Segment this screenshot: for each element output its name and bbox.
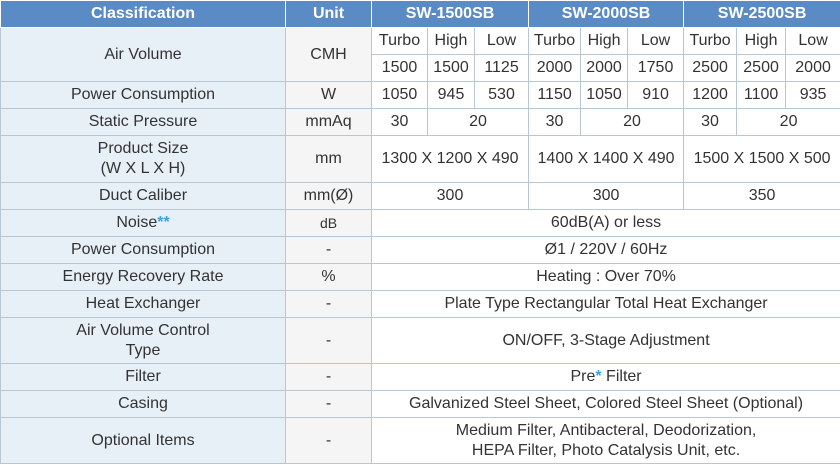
power-consumption-label: Power Consumption <box>1 82 286 109</box>
product-size-row <box>1 136 840 183</box>
filter-value-prefix: Pre <box>570 368 596 385</box>
air-volume-control-label-line1: Air Volume Control <box>76 321 210 339</box>
noise-footnote-marker: ** <box>157 214 170 231</box>
mode-low: Low <box>786 28 840 55</box>
static-pressure-unit: mmAq <box>286 109 372 136</box>
power-value: 530 <box>475 82 529 109</box>
air-volume-control-label-line2: Type <box>125 341 161 359</box>
mode-high: High <box>428 28 475 55</box>
noise-label-text: Noise <box>116 214 158 231</box>
optional-items-row <box>1 418 840 464</box>
mode-turbo: Turbo <box>684 28 737 55</box>
air-volume-value: 2500 <box>737 55 786 82</box>
static-pressure-value: 30 <box>529 109 581 136</box>
mode-high: High <box>737 28 786 55</box>
filter-value-suffix: Filter <box>601 368 642 385</box>
air-volume-modes-row <box>1 28 840 55</box>
air-volume-value: 2000 <box>786 55 840 82</box>
mode-low: Low <box>475 28 529 55</box>
noise-value: 60dB(A) or less <box>372 210 840 237</box>
static-pressure-value: 30 <box>372 109 428 136</box>
product-size-value: 1500 X 1500 X 500 <box>684 136 840 183</box>
power-supply-label: Power Consumption <box>1 237 286 264</box>
header-model-1: SW-1500SB <box>372 1 529 28</box>
duct-caliber-value: 350 <box>684 183 840 210</box>
air-volume-control-value: ON/OFF, 3-Stage Adjustment <box>372 318 840 364</box>
heat-exchanger-label: Heat Exchanger <box>1 291 286 318</box>
power-supply-value: Ø1 / 220V / 60Hz <box>372 237 840 264</box>
optional-items-line1: Medium Filter, Antibacteral, Deodorization, <box>455 421 757 439</box>
power-supply-unit: - <box>286 237 372 264</box>
optional-items-value <box>372 418 840 464</box>
static-pressure-row <box>1 109 840 136</box>
heat-exchanger-unit: - <box>286 291 372 318</box>
optional-items-line2: HEPA Filter, Photo Catalysis Unit, etc. <box>471 441 741 459</box>
static-pressure-value: 30 <box>684 109 737 136</box>
header-unit: Unit <box>286 1 372 28</box>
casing-row <box>1 391 840 418</box>
casing-value: Galvanized Steel Sheet, Colored Steel Sheet (Optional) <box>372 391 840 418</box>
casing-label: Casing <box>1 391 286 418</box>
filter-label: Filter <box>1 364 286 391</box>
energy-recovery-row <box>1 264 840 291</box>
air-volume-control-unit: - <box>286 318 372 364</box>
header-row <box>1 1 840 28</box>
filter-footnote-marker: * <box>595 368 602 385</box>
air-volume-value: 2000 <box>529 55 581 82</box>
air-volume-label: Air Volume <box>1 28 286 82</box>
noise-row <box>1 210 840 237</box>
heat-exchanger-value: Plate Type Rectangular Total Heat Exchanger <box>372 291 840 318</box>
static-pressure-value: 20 <box>581 109 684 136</box>
mode-turbo: Turbo <box>529 28 581 55</box>
air-volume-value: 2500 <box>684 55 737 82</box>
power-value: 1050 <box>581 82 628 109</box>
duct-caliber-row <box>1 183 840 210</box>
air-volume-value: 2000 <box>581 55 628 82</box>
static-pressure-label: Static Pressure <box>1 109 286 136</box>
optional-items-unit: - <box>286 418 372 464</box>
air-volume-value: 1500 <box>428 55 475 82</box>
filter-unit: - <box>286 364 372 391</box>
product-size-label-line2: (W X L X H) <box>100 160 186 177</box>
power-value: 910 <box>628 82 684 109</box>
static-pressure-value: 20 <box>737 109 840 136</box>
power-value: 1150 <box>529 82 581 109</box>
product-size-value: 1300 X 1200 X 490 <box>372 136 529 183</box>
duct-caliber-value: 300 <box>529 183 684 210</box>
product-size-label <box>1 136 286 183</box>
energy-recovery-unit: % <box>286 264 372 291</box>
mode-high: High <box>581 28 628 55</box>
power-value: 1050 <box>372 82 428 109</box>
product-size-value: 1400 X 1400 X 490 <box>529 136 684 183</box>
noise-label <box>1 210 286 237</box>
air-volume-control-row <box>1 318 840 364</box>
duct-caliber-label: Duct Caliber <box>1 183 286 210</box>
power-supply-row <box>1 237 840 264</box>
header-model-2: SW-2000SB <box>529 1 684 28</box>
power-consumption-unit: W <box>286 82 372 109</box>
power-value: 1100 <box>737 82 786 109</box>
air-volume-control-label <box>1 318 286 364</box>
energy-recovery-label: Energy Recovery Rate <box>1 264 286 291</box>
filter-value <box>372 364 840 391</box>
mode-turbo: Turbo <box>372 28 428 55</box>
power-consumption-row <box>1 82 840 109</box>
air-volume-value: 1500 <box>372 55 428 82</box>
mode-low: Low <box>628 28 684 55</box>
power-value: 1200 <box>684 82 737 109</box>
duct-caliber-value: 300 <box>372 183 529 210</box>
power-value: 945 <box>428 82 475 109</box>
heat-exchanger-row <box>1 291 840 318</box>
casing-unit: - <box>286 391 372 418</box>
duct-caliber-unit: mm(Ø) <box>286 183 372 210</box>
product-size-unit: mm <box>286 136 372 183</box>
air-volume-value: 1125 <box>475 55 529 82</box>
air-volume-unit: CMH <box>286 28 372 82</box>
header-classification: Classification <box>1 1 286 28</box>
optional-items-label: Optional Items <box>1 418 286 464</box>
air-volume-value: 1750 <box>628 55 684 82</box>
product-size-label-line1: Product Size <box>97 140 189 157</box>
noise-unit: dB <box>286 210 372 237</box>
power-value: 935 <box>786 82 840 109</box>
energy-recovery-value: Heating : Over 70% <box>372 264 840 291</box>
header-model-3: SW-2500SB <box>684 1 840 28</box>
static-pressure-value: 20 <box>428 109 529 136</box>
filter-row <box>1 364 840 391</box>
